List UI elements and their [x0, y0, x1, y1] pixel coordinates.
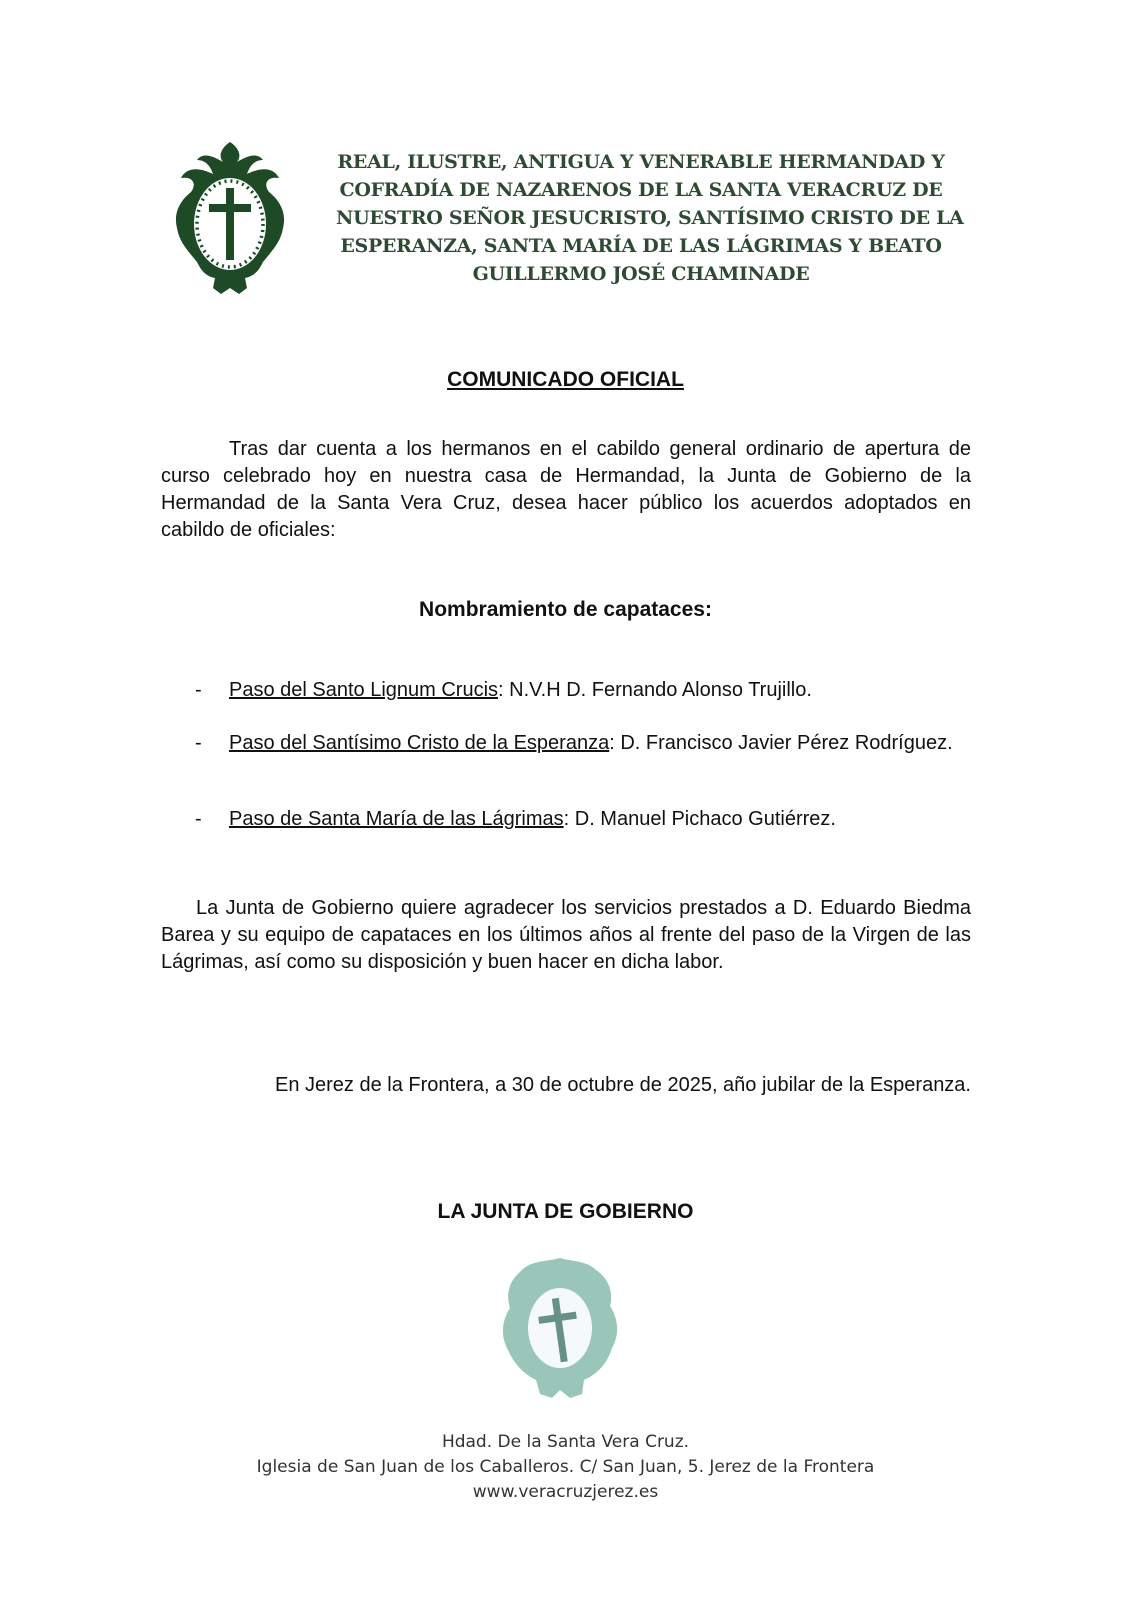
- title-line: GUILLERMO JOSÉ CHAMINADE: [472, 263, 810, 285]
- title-line: COFRADÍA DE NAZARENOS DE LA SANTA VERACRUZ DE: [339, 179, 943, 201]
- capataz-name: : N.V.H D. Fernando Alonso Trujillo.: [498, 679, 812, 701]
- footer-website: www.veracruzjerez.es: [472, 1482, 659, 1502]
- capataz-name: : D. Francisco Javier Pérez Rodríguez.: [609, 732, 953, 754]
- place-date: En Jerez de la Frontera, a 30 de octubre de 2025, año jubilar de la Esperanza.: [274, 1074, 971, 1096]
- footer-org: Hdad. De la Santa Vera Cruz.: [441, 1432, 690, 1452]
- title-line: REAL, ILUSTRE, ANTIGUA Y VENERABLE HERMANDAD Y: [337, 151, 945, 173]
- document-title: COMUNICADO OFICIAL: [447, 368, 684, 391]
- list-bullet: -: [195, 732, 202, 754]
- footer-address: Iglesia de San Juan de los Caballeros. C/ San Juan, 5. Jerez de la Frontera: [256, 1457, 875, 1477]
- paso-name: Paso del Santo Lignum Crucis: [229, 679, 499, 701]
- appointment-item: [195, 677, 971, 704]
- appointment-item: [195, 730, 971, 757]
- title-line: ESPERANZA, SANTA MARÍA DE LAS LÁGRIMAS Y BEATO: [340, 235, 942, 257]
- footer: [0, 1430, 1131, 1505]
- appointment-item: [195, 806, 971, 833]
- seal-icon: [490, 1252, 630, 1402]
- list-bullet: -: [195, 808, 202, 830]
- thanks-paragraph: La Junta de Gobierno quiere agradecer los servicios prestados a D. Eduardo Biedma Barea y su equipo de capataces en los últimos años al frente del paso de la Virgen de las Lágrimas, así como su disposición y buen hacer en dicha labor.: [161, 897, 971, 973]
- signature: LA JUNTA DE GOBIERNO: [437, 1200, 694, 1223]
- paso-name: Paso del Santísimo Cristo de la Esperanza: [229, 732, 610, 754]
- crest-icon: [163, 138, 297, 298]
- section-heading: Nombramiento de capataces:: [419, 598, 712, 621]
- capataz-name: : D. Manuel Pichaco Gutiérrez.: [563, 808, 836, 830]
- list-bullet: -: [195, 679, 202, 701]
- brotherhood-title: [336, 148, 964, 288]
- title-line: NUESTRO SEÑOR JESUCRISTO, SANTÍSIMO CRISTO DE LA: [336, 207, 964, 229]
- intro-paragraph: Tras dar cuenta a los hermanos en el cabildo general ordinario de apertura de curso celebrado hoy en nuestra casa de Hermandad, la Junta de Gobierno de la Hermandad de la Santa Vera Cruz, desea hacer público los acuerdos adoptados en cabildo de oficiales:: [161, 438, 971, 541]
- paso-name: Paso de Santa María de las Lágrimas: [229, 808, 564, 830]
